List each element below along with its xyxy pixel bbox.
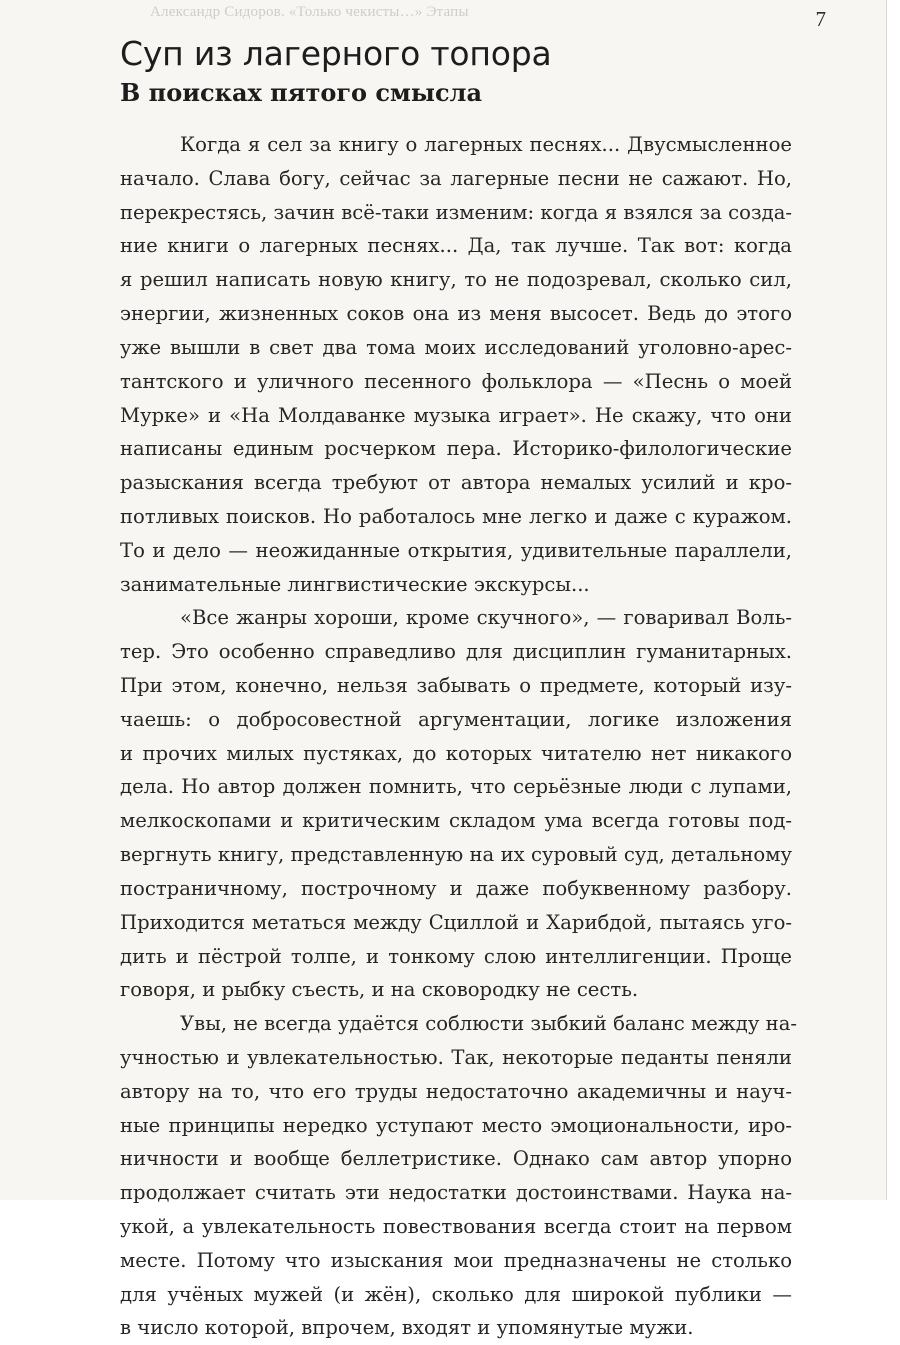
text-line: начало. Слава богу, сейчас за лагерные песни не сажают. Но, (120, 166, 792, 190)
text-line: говоря, и рыбку съесть, и на сковородку не сесть. (120, 978, 639, 1002)
text-line: дить и пёстрой толпе, и тонкому слою интеллигенции. Проще (120, 944, 792, 968)
text-line: автору на то, что его труды недостаточно академичны и науч- (120, 1079, 792, 1103)
text-line: перекрестясь, зачин всё-таки изменим: когда я взялся за созда- (120, 200, 792, 224)
text-line: мелкоскопами и критическим складом ума всегда готовы под- (120, 809, 792, 833)
text-line: Приходится метаться между Сциллой и Харибдой, пытаясь уго- (120, 910, 792, 934)
text-line: уже вышли в свет два тома моих исследований уголовно-арес- (120, 335, 792, 359)
text-line: ние книги о лагерных песнях... Да, так лучше. Так вот: когда (120, 234, 792, 258)
text-line: чаешь: о добросовестной аргументации, логике изложения (120, 707, 792, 731)
text-line: написаны единым росчерком пера. Историко-филологические (120, 437, 792, 461)
text-line: я решил написать новую книгу, то не подозревал, сколько сил, (120, 268, 792, 292)
text-line: Увы, не всегда удаётся соблюсти зыбкий баланс между на- (180, 1012, 797, 1036)
text-line: для учёных мужей (и жён), сколько для широкой публики — (120, 1282, 792, 1306)
paragraph (120, 128, 792, 601)
text-line: и прочих милых пустяках, до которых читателю нет никакого (120, 741, 792, 765)
text-line: месте. Потому что изыскания мои предназначены не столько (120, 1248, 792, 1272)
bleed-through-running-header: Александр Сидоров. «Только чекисты…» Этапы (150, 4, 469, 20)
text-line: тантского и уличного песенного фольклора — «Песнь о моей (120, 369, 792, 393)
text-line: в число которой, впрочем, входят и упомянутые мужи. (120, 1316, 694, 1340)
text-line: вергнуть книгу, представленную на их суровый суд, детальному (120, 843, 792, 867)
page-number: 7 (815, 7, 826, 31)
text-line: Когда я сел за книгу о лагерных песнях... Двусмысленное (180, 133, 792, 156)
paragraph (120, 1007, 797, 1345)
text-line: учностью и увлекательностью. Так, некоторые педанты пеняли (120, 1045, 792, 1069)
text-line: Мурке» и «На Молдаванке музыка играет». Не скажу, что они (120, 403, 792, 427)
text-line: занимательные лингвистические экскурсы... (120, 572, 590, 596)
body-text (120, 128, 797, 1345)
text-line: То и дело — неожиданные открытия, удивительные параллели, (120, 538, 792, 562)
chapter-title: Суп из лагерного топора (120, 34, 552, 73)
chapter-subtitle: В поисках пятого смысла (120, 78, 483, 107)
text-line: ные принципы нередко уступают место эмоциональности, иро- (120, 1113, 792, 1137)
text-line: потливых поисков. Но работалось мне легко и даже с куражом. (120, 504, 792, 528)
text-line: продолжает считать эти недостатки достоинствами. Наука на- (120, 1181, 792, 1205)
text-line: тер. Это особенно справедливо для дисциплин гуманитарных. (120, 640, 792, 664)
text-line: «Все жанры хороши, кроме скучного», — говаривал Воль- (180, 606, 792, 630)
text-line: разыскания всегда требуют от автора немалых усилий и кро- (120, 471, 792, 495)
text-line: ничности и вообще беллетристике. Однако сам автор упорно (120, 1147, 792, 1171)
text-line: постраничному, построчному и даже побуквенному разбору. (120, 876, 792, 900)
paragraph (120, 601, 792, 1007)
text-line: дела. Но автор должен помнить, что серьёзные люди с лупами, (120, 775, 792, 799)
text-line: укой, а увлекательность повествования всегда стоит на первом (120, 1215, 792, 1238)
text-line: энергии, жизненных соков она из меня высосет. Ведь до этого (120, 302, 792, 326)
text-line: При этом, конечно, нельзя забывать о предмете, который изу- (120, 674, 792, 697)
